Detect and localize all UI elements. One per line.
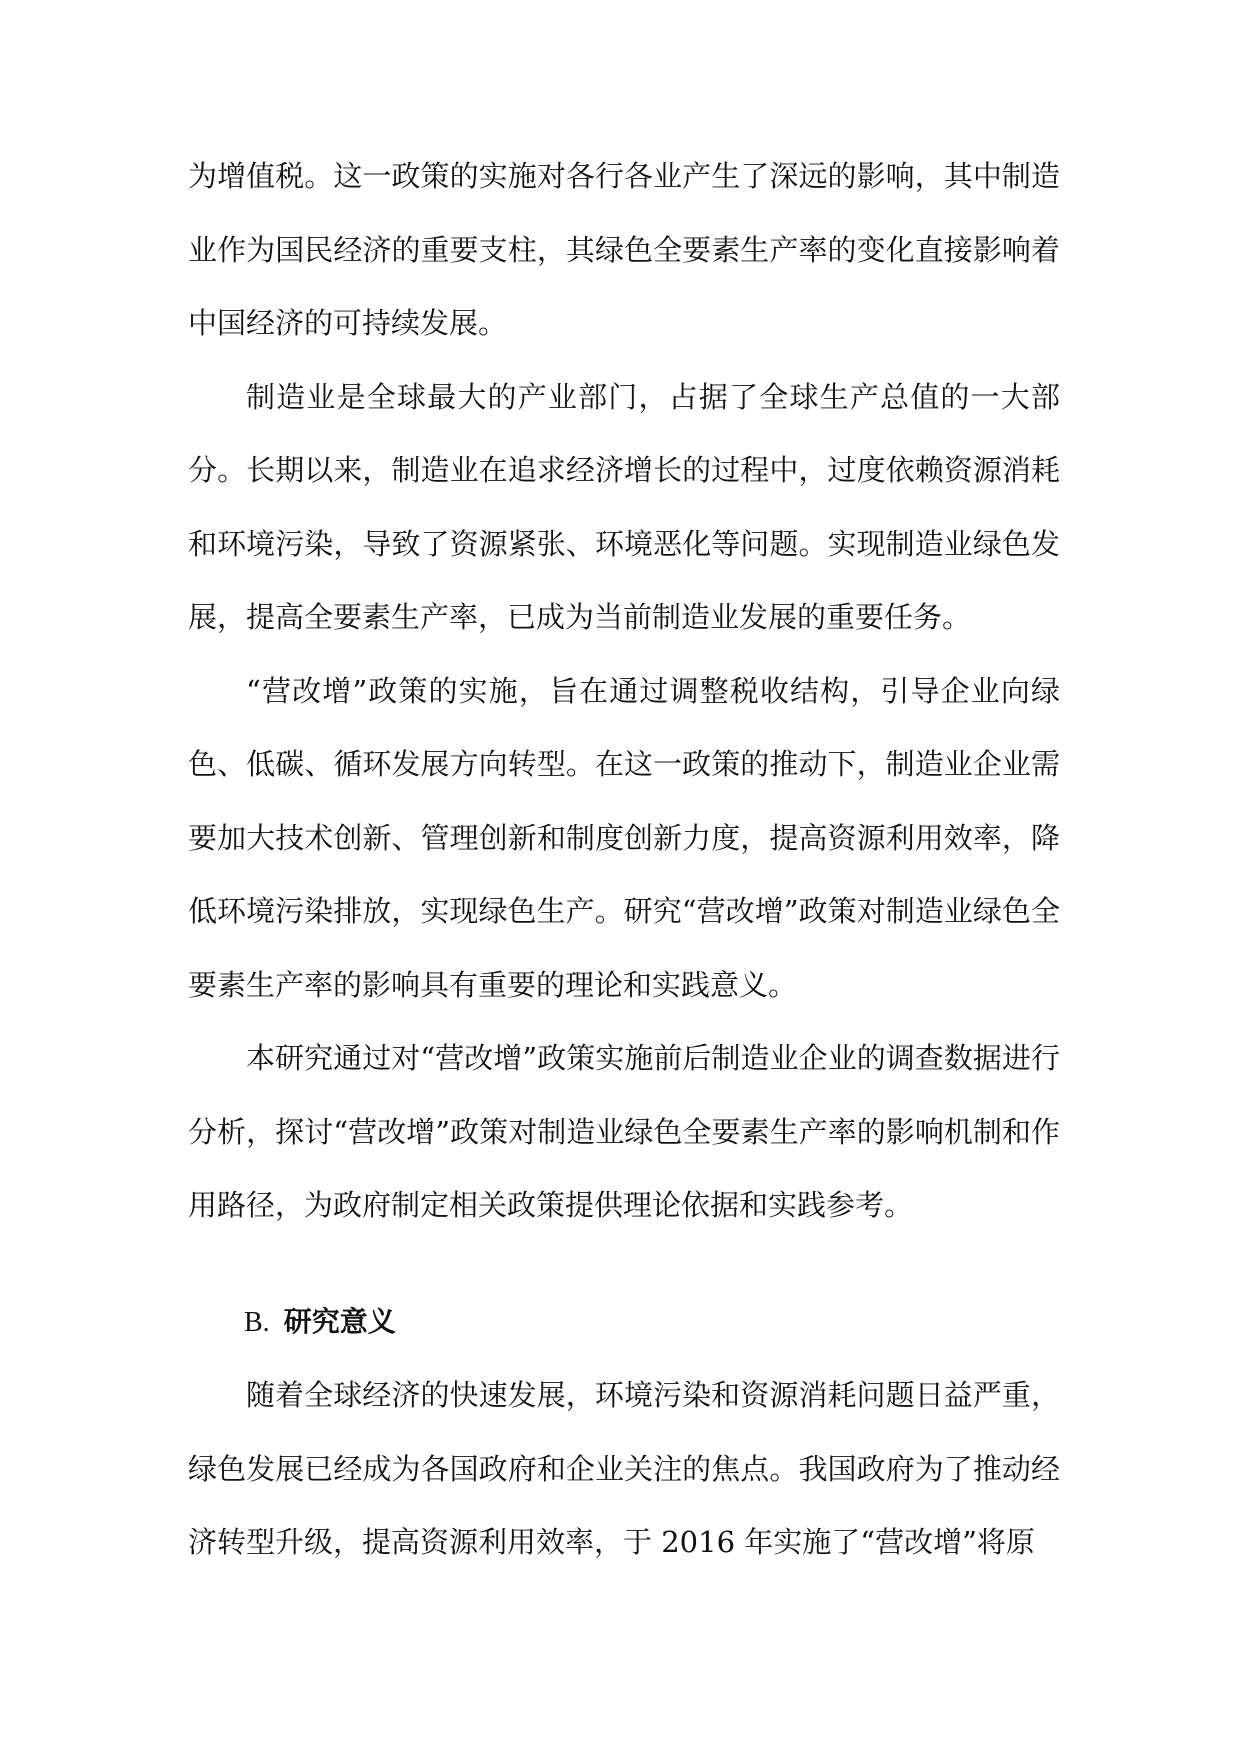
paragraph-manufacturing-background: 制造业是全球最大的产业部门，占据了全球生产总值的一大部分。长期以来，制造业在追求经济增长的过程中，过度依赖资源消耗和环境污染，导致了资源紧张、环境恶化等问题。实现制造业绿色发展，提高全要素生产率，已成为当前制造业发展的重要任务。 <box>188 379 1060 634</box>
paragraph-vat-impact: 为增值税。这一政策的实施对各行各业产生了深远的影响，其中制造业作为国民经济的重要支柱，其绿色全要素生产率的变化直接影响着中国经济的可持续发展。 <box>188 159 1060 340</box>
section-number: B. <box>244 1306 270 1338</box>
section-heading-research-significance <box>188 1285 1060 1360</box>
paragraph-policy-purpose: “营改增”政策的实施，旨在通过调整税收结构，引导企业向绿色、低碳、循环发展方向转型。在这一政策的推动下，制造业企业需要加大技术创新、管理创新和制度创新力度，提高资源利用效率，降低环境污染排放，实现绿色生产。研究“营改增”政策对制造业绿色全要素生产率的影响具有重要的理论和实践意义。 <box>188 673 1060 1002</box>
section-title: 研究意义 <box>283 1304 396 1338</box>
paragraph-global-economy: 随着全球经济的快速发展，环境污染和资源消耗问题日益严重，绿色发展已经成为各国政府和企业关注的焦点。我国政府为了推动经济转型升级，提高资源利用效率，于 2016 年实施了“营改增”将原 <box>188 1378 1060 1559</box>
paragraph-research-method: 本研究通过对“营改增”政策实施前后制造业企业的调查数据进行分析，探讨“营改增”政策对制造业绿色全要素生产率的影响机制和作用路径，为政府制定相关政策提供理论依据和实践参考。 <box>188 1041 1060 1222</box>
document-body <box>188 140 1060 1580</box>
